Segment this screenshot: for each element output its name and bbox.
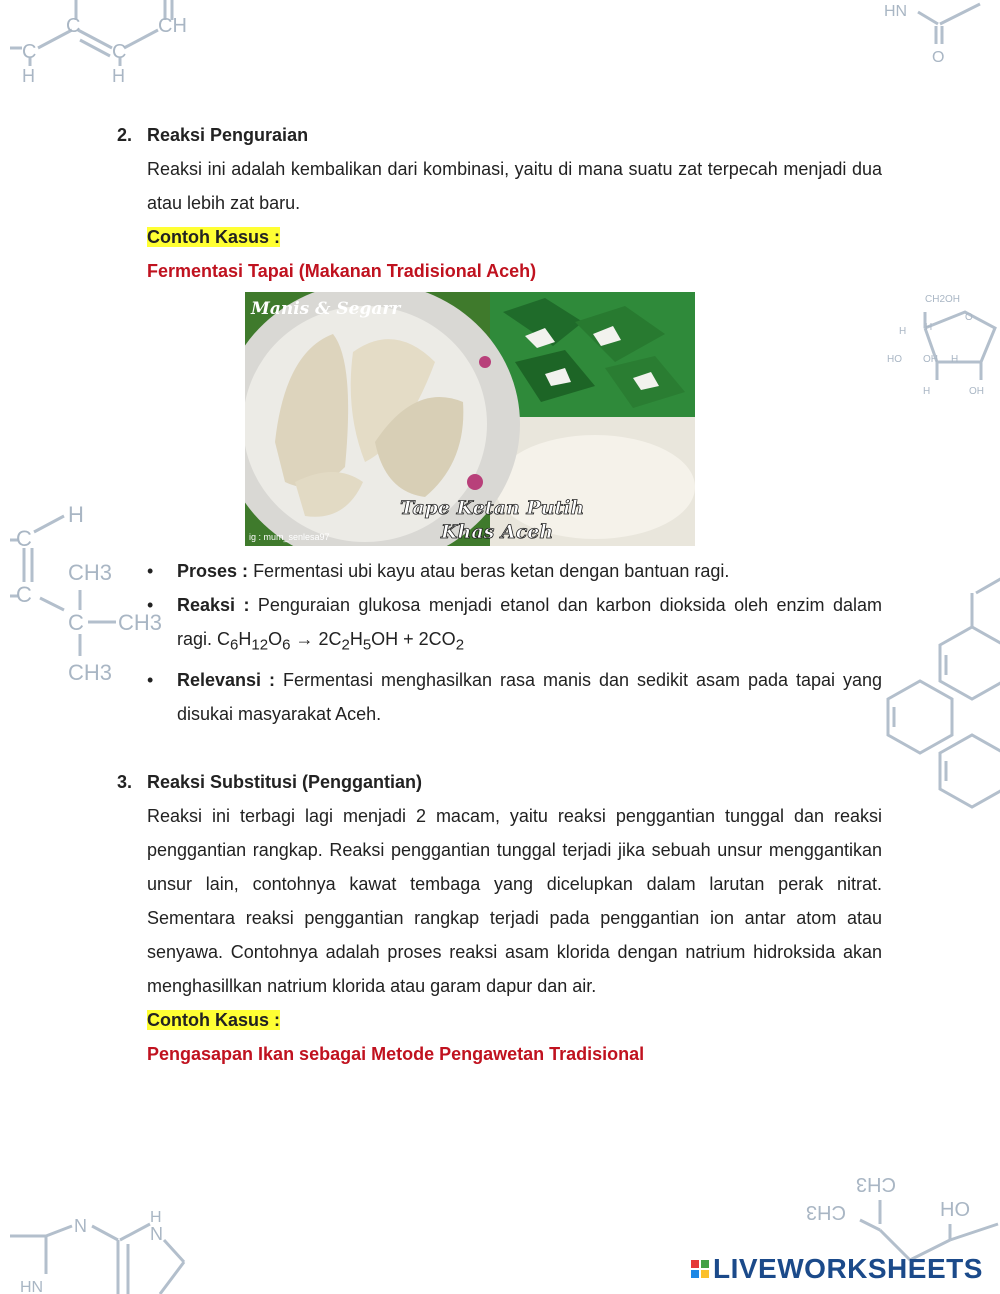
- logo-text: LIVEWORKSHEETS: [713, 1253, 983, 1284]
- decor-label: CH3: [68, 560, 113, 585]
- decor-label: C: [22, 41, 37, 63]
- decor-label: CH3: [68, 660, 113, 685]
- decor-bottom-left-purine-structure: [0, 1200, 200, 1294]
- tapai-photo-illustration: [245, 292, 695, 546]
- section-2-paragraph: Reaksi ini adalah kembalikan dari kombinasi, yaitu di mana suatu zat terpecah menjadi dua atau lebih zat baru.: [147, 159, 882, 213]
- section-number: 2.: [117, 125, 133, 145]
- decor-label: H: [923, 386, 931, 397]
- decor-label: CH3: [855, 1173, 896, 1195]
- decor-label: H: [112, 66, 125, 86]
- decor-label: HO: [887, 354, 902, 365]
- decor-right-pyrene-structure: [880, 575, 1000, 825]
- section-title: Reaksi Substitusi (Penggantian): [147, 771, 423, 792]
- decor-label: H: [899, 326, 907, 337]
- decor-label: H: [68, 502, 84, 527]
- tapai-photo: [245, 292, 695, 546]
- decor-top-left-structure: [0, 0, 200, 90]
- logo-square-red: [691, 1260, 699, 1268]
- decor-label: C: [16, 526, 32, 551]
- decor-glucose-structure: [885, 290, 1000, 400]
- section-number: 3.: [117, 771, 133, 792]
- photo-caption-main-1: Tape Ketan Putih: [400, 497, 585, 519]
- decor-label: C: [66, 15, 81, 37]
- logo-square-blue: [691, 1270, 699, 1278]
- case-label: Contoh Kasus :: [147, 227, 280, 247]
- section-3-heading: [117, 765, 882, 799]
- decor-label: CH2OH: [925, 294, 961, 305]
- photo-caption-top: Manis & Segarr: [251, 299, 401, 319]
- decor-label: C: [16, 582, 32, 607]
- decor-label: OH: [923, 354, 938, 365]
- bullet-text: Fermentasi menghasilkan rasa manis dan sedikit asam pada tapai yang disukai masyarakat Aceh.: [177, 669, 882, 724]
- section-title: Reaksi Penguraian: [147, 125, 309, 145]
- case-title: Pengasapan Ikan sebagai Metode Pengawetan Tradisional: [147, 1043, 645, 1064]
- logo-square-yellow: [701, 1270, 709, 1278]
- bullet-label: Reaksi :: [177, 595, 250, 615]
- decor-label: H: [150, 1209, 162, 1226]
- decor-label: O: [965, 312, 973, 323]
- decor-label: N: [150, 1224, 163, 1244]
- case-title: Fermentasi Tapai (Makanan Tradisional Aceh): [147, 261, 537, 281]
- liveworksheets-logo[interactable]: [691, 1252, 983, 1286]
- photo-caption-main-2: Khas Aceh: [441, 521, 554, 543]
- decor-label: HN: [20, 1279, 44, 1294]
- decor-label: CH3: [118, 610, 163, 635]
- decor-label: C: [112, 41, 127, 63]
- section-2-bullets: [117, 554, 882, 731]
- bullet-label: Relevansi :: [177, 669, 276, 690]
- decor-label: O: [932, 49, 945, 66]
- decor-label: H: [925, 322, 933, 333]
- photo-credit: ig : mum_senlesa97: [249, 532, 330, 542]
- section-3-paragraph: Reaksi ini terbagi lagi menjadi 2 macam, yaitu reaksi penggantian tunggal dan reaksi penggantian rangkap. Reaksi penggantian tunggal terjadi jika sebuah unsur menggantikan unsur lain, contohnya kawat tembaga yang dicelupkan dalam larutan perak nitrat. Sementara reaksi penggantian rangkap terjadi pada penggantian ion antar atom atau senyawa. Contohnya adalah proses reaksi asam klorida dengan natrium hidroksida akan menghasillkan natrium klorida atau garam dapur dan air.: [147, 805, 882, 996]
- decor-label: C: [68, 610, 84, 635]
- logo-square-green: [701, 1260, 709, 1268]
- decor-label: H: [22, 66, 35, 86]
- logo-icon: [691, 1260, 709, 1278]
- decor-label: N: [74, 1216, 87, 1236]
- reaction-formula: $C_6H_{12}O_6 \to 2C_2H_5OH + 2CO_2$: [217, 629, 465, 654]
- case-label: Contoh Kasus :: [147, 1009, 280, 1030]
- section-2-heading: [117, 118, 882, 152]
- bullet-text: Penguraian glukosa menjadi etanol dan karbon dioksida oleh enzim dalam ragi.: [177, 595, 882, 649]
- bullet-text: Fermentasi ubi kayu atau beras ketan dengan bantuan ragi.: [253, 561, 730, 581]
- decor-label: OH: [969, 386, 984, 397]
- decor-label: H: [951, 354, 959, 365]
- decor-label: HO: [940, 1199, 970, 1221]
- decor-label: CH3: [805, 1201, 846, 1223]
- bullet-label: Proses :: [177, 561, 249, 581]
- decor-top-right-structure: [870, 0, 1000, 70]
- list-item: [177, 588, 882, 663]
- decor-label: HN: [884, 3, 908, 20]
- list-item: [177, 663, 882, 731]
- decor-label: CH: [158, 15, 187, 37]
- list-item: [177, 554, 882, 588]
- document-body: [117, 118, 882, 1071]
